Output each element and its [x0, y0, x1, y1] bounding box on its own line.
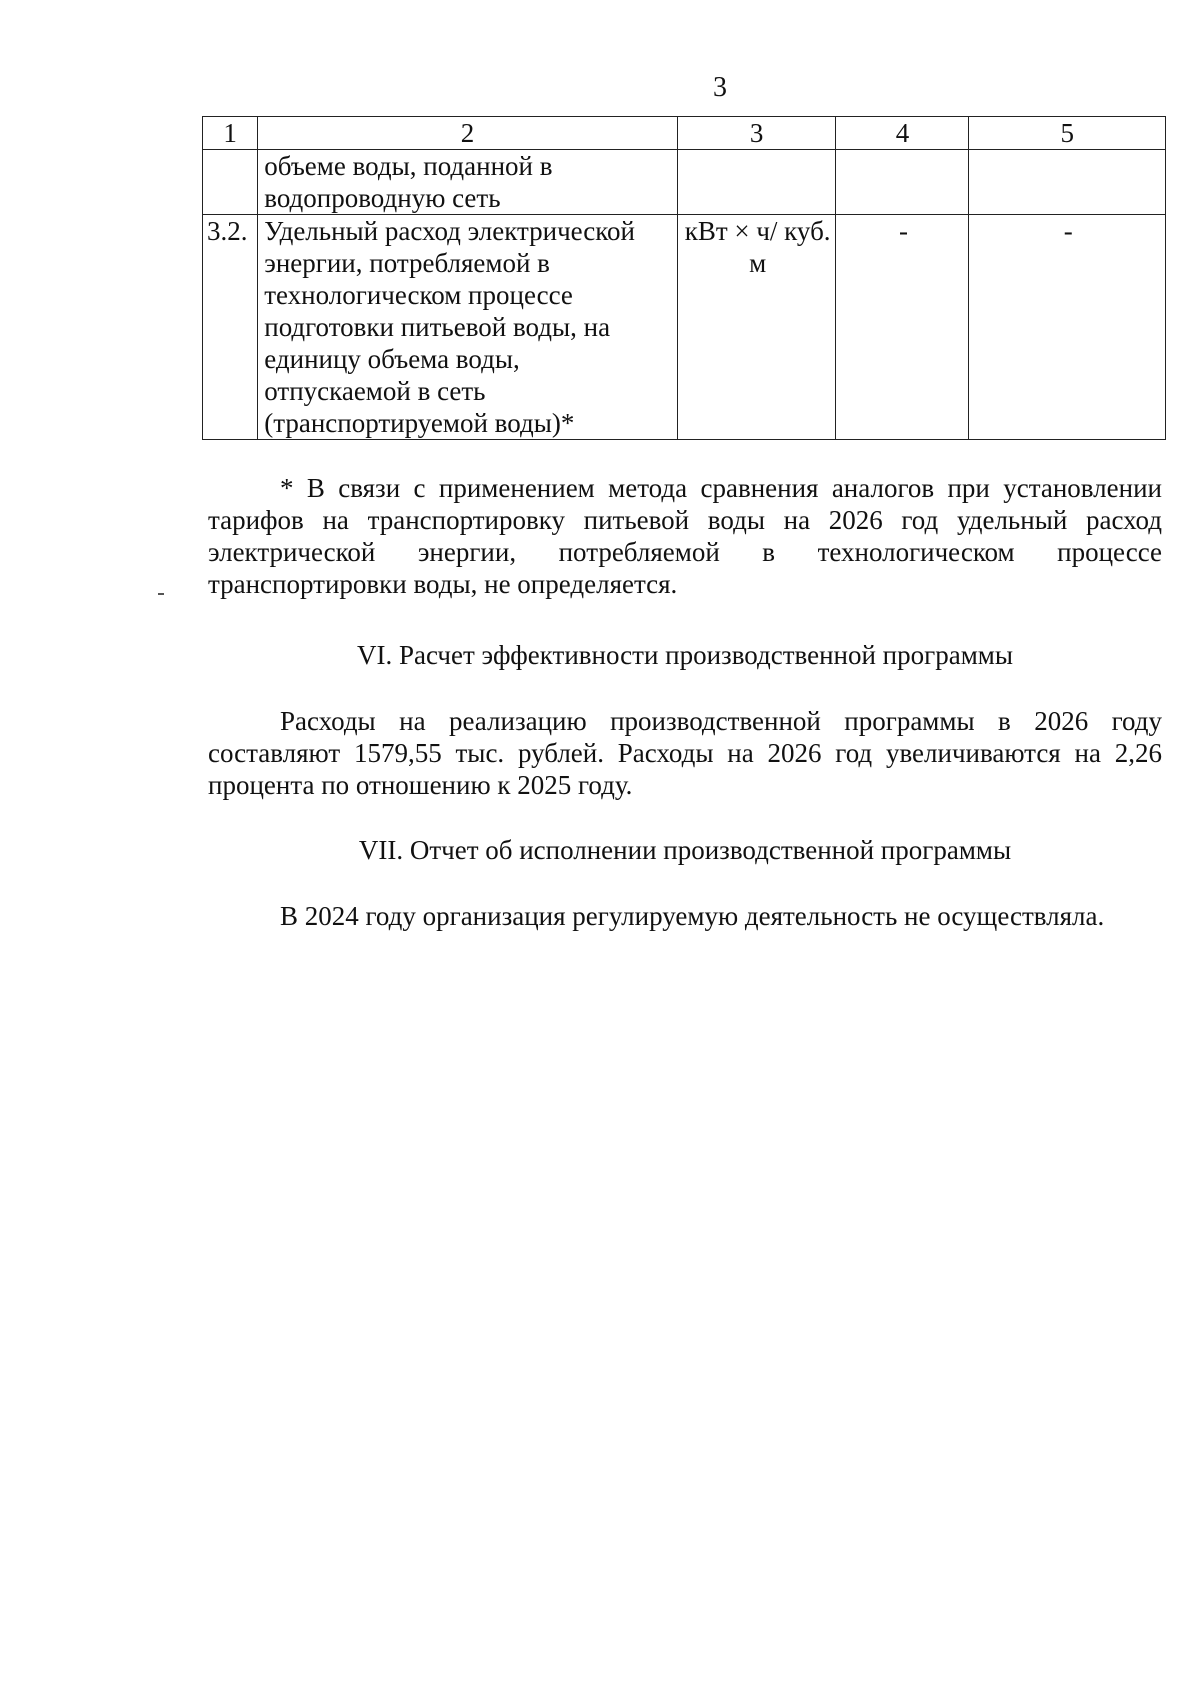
page-number: 3	[713, 72, 727, 103]
indicators-table	[202, 116, 1166, 440]
value-cell-col5: -	[969, 215, 1166, 440]
row-number	[203, 150, 258, 215]
indicator-name: Удельный расход электрической энергии, потребляемой в технологическом процессе подготовки питьевой воды, на единицу объема воды, отпускаемой в сеть (транспортируемой воды)*	[258, 215, 678, 440]
indicator-name: объеме воды, поданной в водопроводную сеть	[258, 150, 678, 215]
section-6-title: VI. Расчет эффективности производственной программы	[356, 640, 1013, 670]
table-header-cell: 1	[203, 117, 258, 150]
row-number: 3.2.	[203, 215, 258, 440]
unit-cell	[677, 150, 836, 215]
table-header-cell: 3	[677, 117, 836, 150]
table-header-cell: 2	[258, 117, 678, 150]
table-row	[203, 150, 1166, 215]
table-header-row	[203, 117, 1166, 150]
value-cell-col4: -	[836, 215, 969, 440]
section-6-text: Расходы на реализацию производственной программы в 2026 году составляют 1579,55 тыс. рублей. Расходы на 2026 год увеличиваются на 2,26 процента по отношению к 2025 году.	[208, 706, 1162, 800]
value-cell-col4	[836, 150, 969, 215]
section-7-title: VII. Отчет об исполнении производственной программы	[358, 835, 1012, 865]
scan-mark	[158, 593, 164, 595]
table-header-cell: 4	[836, 117, 969, 150]
footnote-text: * В связи с применением метода сравнения аналогов при установлении тарифов на транспортировку питьевой воды на 2026 год удельный расход электрической энергии, потребляемой в технологическом процессе транспортировки воды, не определяется.	[208, 473, 1162, 599]
table-row	[203, 215, 1166, 440]
table-header-cell: 5	[969, 117, 1166, 150]
unit-cell: кВт × ч/ куб. м	[677, 215, 836, 440]
section-7-text: В 2024 году организация регулируемую деятельность не осуществляла.	[280, 901, 1105, 931]
value-cell-col5	[969, 150, 1166, 215]
